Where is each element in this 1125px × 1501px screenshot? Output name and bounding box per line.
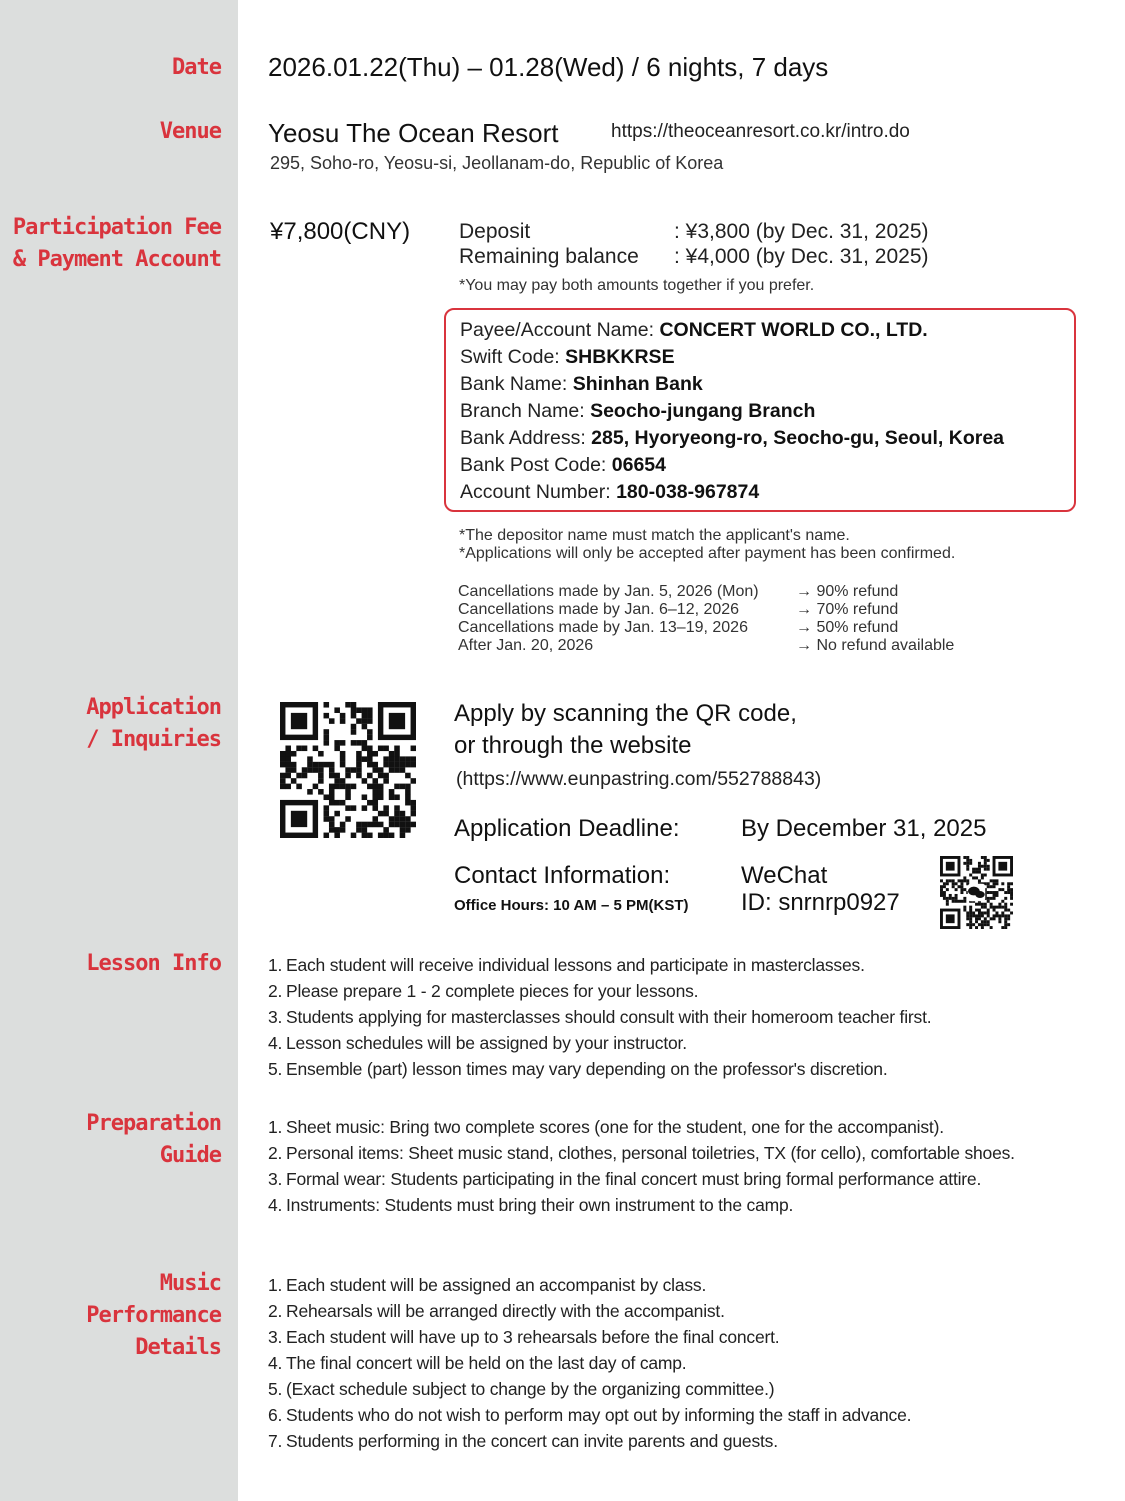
bank-swift-value: SHBKKRSE bbox=[565, 346, 675, 368]
bank-postcode-value: 06654 bbox=[611, 454, 666, 476]
label-music-2: Performance bbox=[86, 1303, 221, 1328]
cancellation-row bbox=[458, 583, 954, 601]
venue-name: Yeosu The Ocean Resort bbox=[268, 118, 559, 148]
list-item: 3. Formal wear: Students participating in the final concert must bring formal performance attire. bbox=[268, 1169, 982, 1189]
list-item: 2. Personal items: Sheet music stand, clothes, personal toiletries, TX (for cello), comfortable shoes. bbox=[268, 1143, 1015, 1163]
bank-branch-row bbox=[460, 400, 815, 423]
lesson-info-list bbox=[268, 952, 931, 1082]
office-hours: Office Hours: 10 AM – 5 PM(KST) bbox=[454, 897, 689, 914]
list-item: 6. Students who do not wish to perform may opt out by informing the staff in advance. bbox=[268, 1405, 912, 1425]
list-item: 4. Lesson schedules will be assigned by your instructor. bbox=[268, 1033, 687, 1053]
label-application-2: / Inquiries bbox=[86, 727, 221, 752]
apply-line-2: or through the website bbox=[454, 732, 692, 759]
apply-line-1: Apply by scanning the QR code, bbox=[454, 700, 797, 727]
wechat-id: ID: snrnrp0927 bbox=[741, 889, 900, 916]
label-fee-1: Participation Fee bbox=[12, 215, 221, 240]
list-item: 5. (Exact schedule subject to change by the organizing committee.) bbox=[268, 1379, 775, 1399]
cancellation-row bbox=[458, 637, 954, 655]
bank-branch-label: Branch Name: bbox=[460, 400, 591, 422]
bank-name-value: Shinhan Bank bbox=[572, 373, 703, 395]
bank-swift-label: Swift Code: bbox=[460, 346, 566, 368]
bank-address-row bbox=[460, 427, 1004, 450]
fee-amount: ¥7,800(CNY) bbox=[270, 218, 411, 245]
list-item: 7. Students performing in the concert can invite parents and guests. bbox=[268, 1431, 778, 1451]
bank-payee-value: CONCERT WORLD CO., LTD. bbox=[659, 319, 928, 341]
wechat-label: WeChat bbox=[741, 862, 828, 889]
balance-value: : ¥4,000 (by Dec. 31, 2025) bbox=[674, 245, 929, 268]
bank-account-box bbox=[444, 308, 1076, 512]
list-item: 1. Each student will be assigned an accompanist by class. bbox=[268, 1275, 707, 1295]
list-item: 1. Each student will receive individual lessons and participate in masterclasses. bbox=[268, 955, 865, 975]
list-item: 2. Rehearsals will be arranged directly with the accompanist. bbox=[268, 1301, 725, 1321]
label-music-1: Music bbox=[159, 1271, 221, 1296]
date-text: 2026.01.22(Thu) – 01.28(Wed) / 6 nights, 7 days bbox=[268, 52, 829, 82]
bank-name-row bbox=[460, 373, 703, 396]
list-item: 2. Please prepare 1 - 2 complete pieces for your lessons. bbox=[268, 981, 699, 1001]
bank-name-label: Bank Name: bbox=[460, 373, 573, 395]
label-prep-2: Guide bbox=[159, 1143, 221, 1168]
payment-note-2: *Applications will only be accepted after payment has been confirmed. bbox=[459, 545, 956, 562]
deposit-label: Deposit bbox=[459, 220, 531, 243]
cancellation-refund: → 50% refund bbox=[796, 619, 899, 636]
label-venue: Venue bbox=[159, 119, 221, 144]
bank-postcode-row bbox=[460, 454, 666, 477]
payment-note-1: *The depositor name must match the applicant's name. bbox=[459, 527, 850, 544]
label-lesson-info: Lesson Info bbox=[86, 951, 221, 976]
label-music-3: Details bbox=[135, 1335, 221, 1360]
cancellation-table bbox=[458, 583, 954, 655]
list-item: 4. The final concert will be held on the last day of camp. bbox=[268, 1353, 687, 1373]
list-item: 1. Sheet music: Bring two complete scores (one for the student, one for the accompanist). bbox=[268, 1117, 944, 1137]
cancellation-refund: → 70% refund bbox=[796, 601, 899, 618]
balance-label: Remaining balance bbox=[459, 245, 639, 268]
bank-account-label: Account Number: bbox=[460, 481, 617, 503]
cancellation-row bbox=[458, 619, 954, 637]
label-application-1: Application bbox=[86, 695, 221, 720]
cancellation-period: Cancellations made by Jan. 5, 2026 (Mon) bbox=[458, 583, 759, 600]
bank-address-value: 285, Hyoryeong-ro, Seocho-gu, Seoul, Korea bbox=[591, 427, 1005, 449]
cancellation-refund: → No refund available bbox=[796, 637, 955, 654]
bank-swift-row bbox=[460, 346, 675, 369]
fee-note: *You may pay both amounts together if you prefer. bbox=[459, 277, 815, 294]
music-performance-list bbox=[268, 1272, 911, 1454]
list-item: 5. Ensemble (part) lesson times may vary depending on the professor's discretion. bbox=[268, 1059, 888, 1079]
cancellation-period: Cancellations made by Jan. 6–12, 2026 bbox=[458, 601, 740, 618]
application-url-link[interactable]: (https://www.eunpastring.com/552788843) bbox=[456, 768, 822, 790]
cancellation-refund: → 90% refund bbox=[796, 583, 899, 600]
deadline-value: By December 31, 2025 bbox=[741, 815, 987, 842]
list-item: 3. Students applying for masterclasses should consult with their homeroom teacher first. bbox=[268, 1007, 932, 1027]
label-date: Date bbox=[172, 55, 221, 80]
bank-payee-label: Payee/Account Name: bbox=[460, 319, 660, 341]
bank-account-value: 180-038-967874 bbox=[616, 481, 760, 503]
deposit-value: : ¥3,800 (by Dec. 31, 2025) bbox=[674, 220, 929, 243]
list-item: 3. Each student will have up to 3 rehearsals before the final concert. bbox=[268, 1327, 780, 1347]
contact-label: Contact Information: bbox=[454, 862, 671, 889]
cancellation-period: Cancellations made by Jan. 13–19, 2026 bbox=[458, 619, 748, 636]
preparation-list bbox=[268, 1114, 1015, 1218]
venue-url-link[interactable]: https://theoceanresort.co.kr/intro.do bbox=[611, 121, 910, 142]
bank-payee-row bbox=[460, 319, 928, 342]
venue-address: 295, Soho-ro, Yeosu-si, Jeollanam-do, Republic of Korea bbox=[270, 153, 724, 173]
bank-branch-value: Seocho-jungang Branch bbox=[590, 400, 816, 422]
deposit-row bbox=[459, 220, 929, 244]
label-prep-1: Preparation bbox=[86, 1111, 221, 1136]
label-fee-2: & Payment Account bbox=[12, 247, 221, 272]
cancellation-row bbox=[458, 601, 954, 619]
bank-address-label: Bank Address: bbox=[460, 427, 592, 449]
list-item: 4. Instruments: Students must bring their own instrument to the camp. bbox=[268, 1195, 794, 1215]
bank-postcode-label: Bank Post Code: bbox=[460, 454, 612, 476]
balance-row bbox=[459, 245, 929, 269]
deadline-label: Application Deadline: bbox=[454, 815, 680, 842]
qr-code-icon[interactable] bbox=[280, 702, 416, 838]
wechat-qr-code-icon[interactable] bbox=[940, 856, 1013, 929]
bank-account-row bbox=[460, 481, 759, 504]
cancellation-period: After Jan. 20, 2026 bbox=[458, 637, 594, 654]
